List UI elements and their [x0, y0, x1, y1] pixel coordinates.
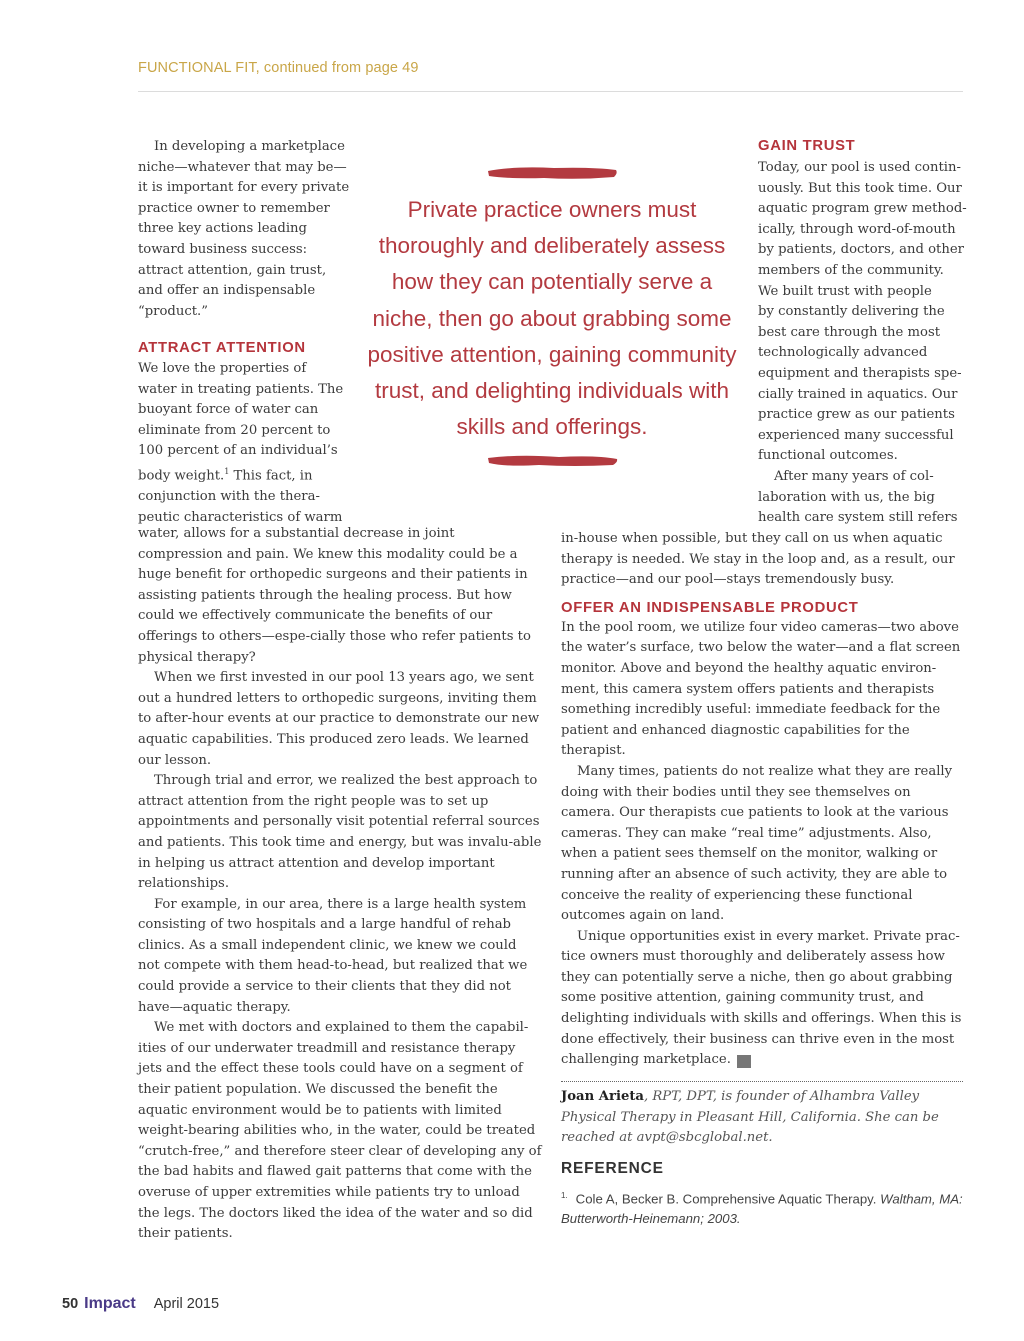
impact-end-mark-icon: [737, 1055, 751, 1068]
pullquote-top-brush-stroke: [484, 163, 620, 183]
text-line: it is important for every private: [138, 180, 350, 196]
pullquote-line: Private practice owners must: [407, 197, 697, 222]
text-line: attract attention, gain trust,: [138, 262, 327, 278]
heading-gain-trust: GAIN TRUST: [758, 138, 856, 154]
pullquote: [355, 192, 749, 445]
continued-from-label: FUNCTIONAL FIT, continued from page 49: [138, 60, 419, 76]
text-line: health care system still refers: [758, 510, 958, 526]
text-line: buoyant force of water can: [138, 402, 319, 418]
text-line: uously. But this took time. Our: [758, 180, 962, 196]
author-description: , RPT, DPT, is founder of Alhambra Valley Physical Therapy in Pleasant Hill, California. She can be reached at avpt@sbcglobal.net.: [561, 1089, 939, 1146]
text-line: We built trust with people: [758, 283, 932, 299]
text-line: “product.”: [138, 303, 208, 319]
page-footer: [62, 1295, 219, 1313]
reference-heading: REFERENCE: [561, 1160, 664, 1177]
reference-text: Cole A, Becker B. Comprehensive Aquatic Therapy.: [575, 1191, 881, 1207]
text-line: by constantly delivering the: [758, 304, 945, 320]
text-line: functional outcomes.: [758, 448, 898, 464]
text-line: toward business success:: [138, 241, 308, 257]
page-number: 50: [62, 1296, 79, 1312]
text-line: peutic characteristics of warm: [138, 509, 343, 525]
attract-intro: [138, 359, 353, 528]
reference-entry: [561, 1186, 966, 1229]
text-line: cially trained in aquatics. Our: [758, 386, 958, 402]
text-line: After many years of col-: [774, 468, 934, 484]
text-line: and offer an indispensable: [138, 283, 316, 299]
reference-publisher: Waltham, MA: Butterworth-Heinemann; 2003.: [561, 1191, 963, 1227]
text-line: equipment and therapists spe-: [758, 365, 962, 381]
author-bio: [561, 1087, 966, 1149]
text-line: laboration with us, the big: [758, 489, 935, 505]
heading-attract-attention: ATTRACT ATTENTION: [138, 340, 306, 356]
text-line: niche—whatever that may be—: [138, 159, 347, 175]
text-span: Unique opportunities exist in every market. Private prac-tice owners must thoroughly and deliberately assess how they can potentially serve a niche, then go about grabbing some positive attention, gaining community trust, and delighting individuals with skills and offerings. When this is done effectively, their business can thrive even in the most challenging marketplace.: [561, 928, 962, 1068]
text-line: [138, 462, 353, 487]
body-paragraph: Many times, patients do not realize what they are really doing with their bodies until they see themselves on camera. Our therapists cue patients to look at the various cameras. They can make “real time” adjustments. Also, when a patient sees themself on the monitor, walking or running after an absence of such activity, they are able to conceive the reality of experiencing these functional outcomes again on land.: [561, 763, 953, 924]
header-divider: [138, 91, 963, 92]
text-span: body weight.: [138, 468, 225, 484]
body-paragraph: in-house when possible, but they call on us when aquatic therapy is needed. We stay in the loop and, as a result, our practice—and our pool—stays tremendously busy.: [561, 531, 955, 588]
pullquote-line: thoroughly and deliberately assess: [378, 233, 726, 259]
body-paragraph: water, allows for a substantial decrease in joint compression and pain. We knew this modality could be a huge benefit for orthopedic surgeons and their patients in assisting patients through the healing process. But how could we effectively communicate the benefits of our offerings to others—espe-cially those who refer patients to physical therapy?: [138, 526, 531, 665]
pullquote-line: skills and offerings.: [456, 414, 648, 440]
text-line: three key actions leading: [138, 221, 307, 237]
body-paragraph: [561, 927, 966, 1071]
text-line: We love the properties of: [138, 361, 307, 376]
text-line: experienced many successful: [758, 427, 954, 443]
body-paragraph: Through trial and error, we realized the best approach to attract attention from the right people was to set up appointments and personally visit potential referral sources and patients. This took time and energy, but was invalu-able in helping us attract attention and develop important relationships.: [138, 773, 542, 892]
magazine-name: Impact: [84, 1295, 136, 1312]
text-line: ically, through word-of-mouth: [758, 221, 956, 237]
body-paragraph: When we first invested in our pool 13 years ago, we sent out a hundred letters to orthopedic surgeons, inviting them to after-hour events at our practice to demonstrate our new aquatic capabilities. This produced zero leads. We learned our lesson.: [138, 670, 540, 768]
heading-offer-product: OFFER AN INDISPENSABLE PRODUCT: [561, 599, 859, 616]
text-line: aquatic program grew method-: [758, 201, 967, 217]
pullquote-bottom-brush-stroke: [484, 451, 620, 471]
author-name: Joan Arieta: [561, 1089, 644, 1104]
intro-paragraph: [138, 137, 353, 322]
reference-number: 1.: [561, 1191, 568, 1200]
text-line: practice owner to remember: [138, 200, 330, 216]
issue-date: April 2015: [153, 1296, 220, 1312]
text-span: This fact, in: [229, 468, 313, 484]
body-paragraph: In the pool room, we utilize four video cameras—two above the water’s surface, two below the water—and a flat screen monitor. Above and beyond the healthy aquatic environ-ment, this camera system offers patients and therapists something incredibly useful: immediate feedback for the patient and enhanced diagnostic capabilities for the therapist.: [561, 619, 961, 759]
text-line: water in treating patients. The: [138, 381, 344, 397]
text-line: 100 percent of an individual’s: [138, 443, 338, 459]
text-line: by patients, doctors, and other: [758, 242, 964, 258]
intro-lines: [138, 137, 353, 322]
text-line: conjunction with the thera-: [138, 488, 320, 504]
pullquote-line: how they can potentially serve a: [391, 269, 713, 295]
pullquote-line: trust, and delighting individuals with: [375, 378, 729, 404]
text-line: members of the community.: [758, 262, 944, 278]
gain-trust-paragraph: [758, 158, 968, 529]
text-line: In developing a marketplace: [154, 139, 345, 154]
bio-divider: [561, 1081, 963, 1082]
text-line: technologically advanced: [758, 345, 928, 361]
right-column-body: [561, 529, 966, 1071]
footnote-marker: 1: [224, 466, 230, 476]
left-column-body: [138, 524, 542, 1245]
body-paragraph: We met with doctors and explained to them the capabil-ities of our underwater treadmill and resistance therapy jets and the effect these tools could have on a segment of their patient population. We discussed the benefit the aquatic environment would be to patients with limited weight-bearing abilities who, in the water, could be treated “crutch-free,” and therefore steer clear of developing any of the bad habits and flawed gait patterns that come with the overuse of upper extremities while patients try to unload the legs. The doctors liked the idea of the water and so did their patients.: [138, 1020, 542, 1242]
text-line: practice grew as our patients: [758, 407, 955, 423]
text-line: eliminate from 20 percent to: [138, 422, 331, 438]
pullquote-line: niche, then go about grabbing some: [372, 305, 732, 331]
body-paragraph: For example, in our area, there is a large health system consisting of two hospitals and a large handful of rehab clinics. As a small independent clinic, we knew we could not compete with them head-to-head, but realized that we could provide a service to their clients that they did not have—aquatic therapy.: [138, 896, 528, 1015]
text-line: Today, our pool is used contin-: [758, 160, 961, 175]
pullquote-line: positive attention, gaining community: [367, 341, 737, 367]
text-line: best care through the most: [758, 324, 941, 340]
